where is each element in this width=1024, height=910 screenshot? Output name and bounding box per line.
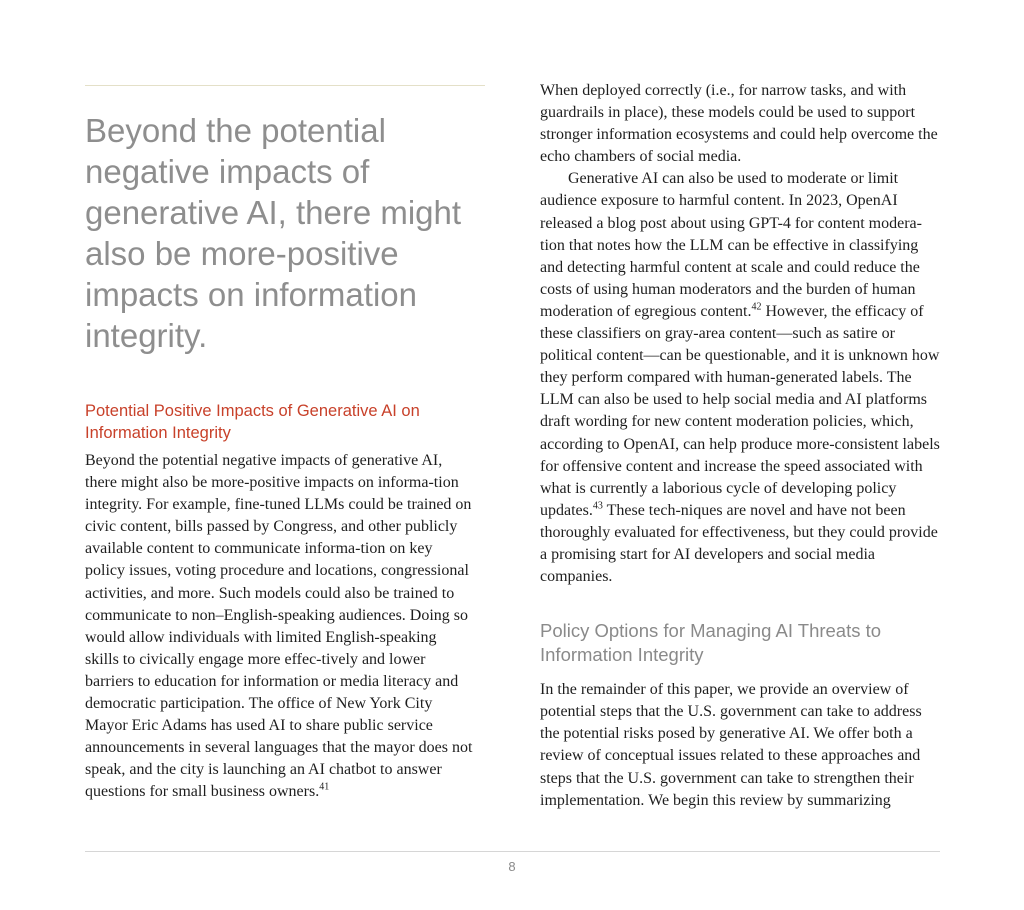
right-paragraph-1: When deployed correctly (i.e., for narrow tasks, and with guardrails in place), these models could be used to support stronger information ecosystems and could help overcome the echo chambers of social media.: [540, 82, 938, 166]
left-paragraph-text: Beyond the potential negative impacts of generative AI, there might also be more-positive impacts on informa-tion integrity. For example, fine-tuned LLMs could be trained on civic content, bills passed by Congress, and other publicly available content to communicate informa-tion on key policy issues, voting procedure and locations, congressional activities, and more. Such models could also be trained to communicate to non–English-speaking audiences. Doing so would allow individuals with limited English-speaking skills to civically engage more effec-tively and lower barriers to education for information or media literacy and democratic participation. The office of New York City Mayor Eric Adams has used AI to share public service announcements in several languages that the mayor does not speak, and the city is launching an AI chatbot to answer questions for small business owners.: [85, 452, 473, 801]
right-paragraph-3: In the remainder of this paper, we provide an overview of potential steps that the U.S. government can take to address the potential risks posed by generative AI. We offer both a review of conceptual issues related to these approaches and steps that the U.S. government can take to strengthen their implementation. We begin this review by summarizing: [540, 681, 922, 809]
footnote-43[interactable]: 43: [592, 500, 603, 512]
left-column-body: [85, 450, 473, 804]
right-paragraph-2-part-c: These tech-niques are novel and have not been thoroughly evaluated for effectiveness, but they could provide a promising start for AI developers and social media companies.: [540, 501, 938, 586]
footnote-42[interactable]: 42: [751, 301, 762, 313]
left-paragraph: [85, 450, 473, 804]
right-paragraph-2: [540, 168, 940, 588]
bottom-divider: [85, 851, 940, 852]
section-heading-policy-options: Policy Options for Managing AI Threats to Information Integrity: [540, 620, 882, 666]
page-number: 8: [508, 859, 516, 874]
right-column: [540, 80, 940, 812]
right-paragraph-2-part-a: Generative AI can also be used to moderate or limit audience exposure to harmful content. In 2023, OpenAI released a blog post about using GPT-4 for content modera-tion that notes how the LLM can be effective in classifying and detecting harmful content at scale and could reduce the costs of using human moderators and the burden of human moderation of egregious content.: [540, 170, 922, 320]
top-divider: [85, 85, 485, 86]
pull-quote: Beyond the potential negative impacts of generative AI, there might also be more-positive impacts on information integrity.: [85, 112, 462, 354]
right-paragraph-2-part-b: However, the efficacy of these classifiers on gray-area content—such as satire or political content—can be questionable, and it is unknown how they perform compared with human-generated labels. The LLM can also be used to help social media and AI platforms draft wording for new content moderation policies, which, according to OpenAI, can help produce more-consistent labels for offensive content and increase the speed associated with what is currently a laborious cycle of developing policy updates.: [540, 302, 940, 519]
footnote-41[interactable]: 41: [319, 782, 330, 794]
section-heading-positive-impacts: Potential Positive Impacts of Generative AI on Information Integrity: [85, 402, 420, 442]
